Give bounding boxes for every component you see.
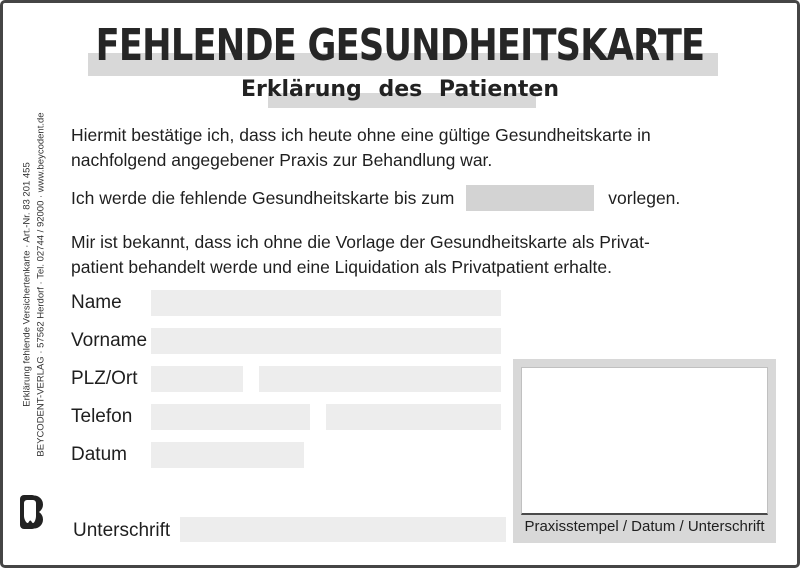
- datum-field[interactable]: [151, 442, 304, 468]
- plz-ort-label: PLZ/Ort: [71, 368, 138, 389]
- paragraph-private-patient-line2: patient behandelt werde und eine Liquidation als Privatpatient erhalte.: [71, 257, 612, 277]
- page-subtitle: Erklärung des Patienten: [240, 77, 560, 102]
- datum-label: Datum: [71, 444, 127, 465]
- telefon-field-1[interactable]: [151, 404, 310, 430]
- paragraph-private-patient-line1: Mir ist bekannt, dass ich ohne die Vorlage der Gesundheitskarte als Privat-: [71, 232, 650, 252]
- telefon-label: Telefon: [71, 406, 133, 427]
- name-field[interactable]: [151, 290, 501, 316]
- telefon-field-2[interactable]: [326, 404, 501, 430]
- imprint-publisher-line: BEYCODENT-VERLAG · 57562 Herdorf · Tel. 02744 / 92000 · www.beycodent.de: [35, 112, 46, 457]
- stamp-caption: Praxisstempel / Datum / Unterschrift: [524, 518, 765, 535]
- publisher-imprint: [21, 95, 48, 475]
- unterschrift-label: Unterschrift: [73, 520, 171, 541]
- imprint-article-line: Erklärung fehlende Versichertenkarte · Art.-Nr. 83 201 455: [21, 162, 33, 407]
- paragraph-confirmation-line1: Hiermit bestätige ich, dass ich heute ohne eine gültige Gesundheitskarte in: [71, 125, 651, 145]
- paragraph-deadline: [71, 185, 680, 211]
- vorname-field[interactable]: [151, 328, 501, 354]
- paragraph-private-patient: [71, 230, 650, 280]
- vorname-label: Vorname: [71, 330, 148, 351]
- unterschrift-field[interactable]: [180, 517, 506, 542]
- name-label: Name: [71, 292, 122, 313]
- paragraph-confirmation: [71, 123, 651, 173]
- paragraph-confirmation-line2: nachfolgend angegebener Praxis zur Behandlung war.: [71, 150, 493, 170]
- deadline-text-before: Ich werde die fehlende Gesundheitskarte bis zum: [71, 187, 455, 208]
- ort-field[interactable]: [259, 366, 501, 392]
- deadline-date-field[interactable]: [466, 185, 594, 211]
- stamp-area[interactable]: [521, 367, 768, 515]
- praxis-stamp-box: [513, 359, 776, 543]
- beycodent-b-logo-icon: [20, 495, 44, 529]
- plz-field[interactable]: [151, 366, 243, 392]
- deadline-text-after: vorlegen.: [608, 187, 681, 208]
- page-title: FEHLENDE GESUNDHEITSKARTE: [95, 20, 705, 71]
